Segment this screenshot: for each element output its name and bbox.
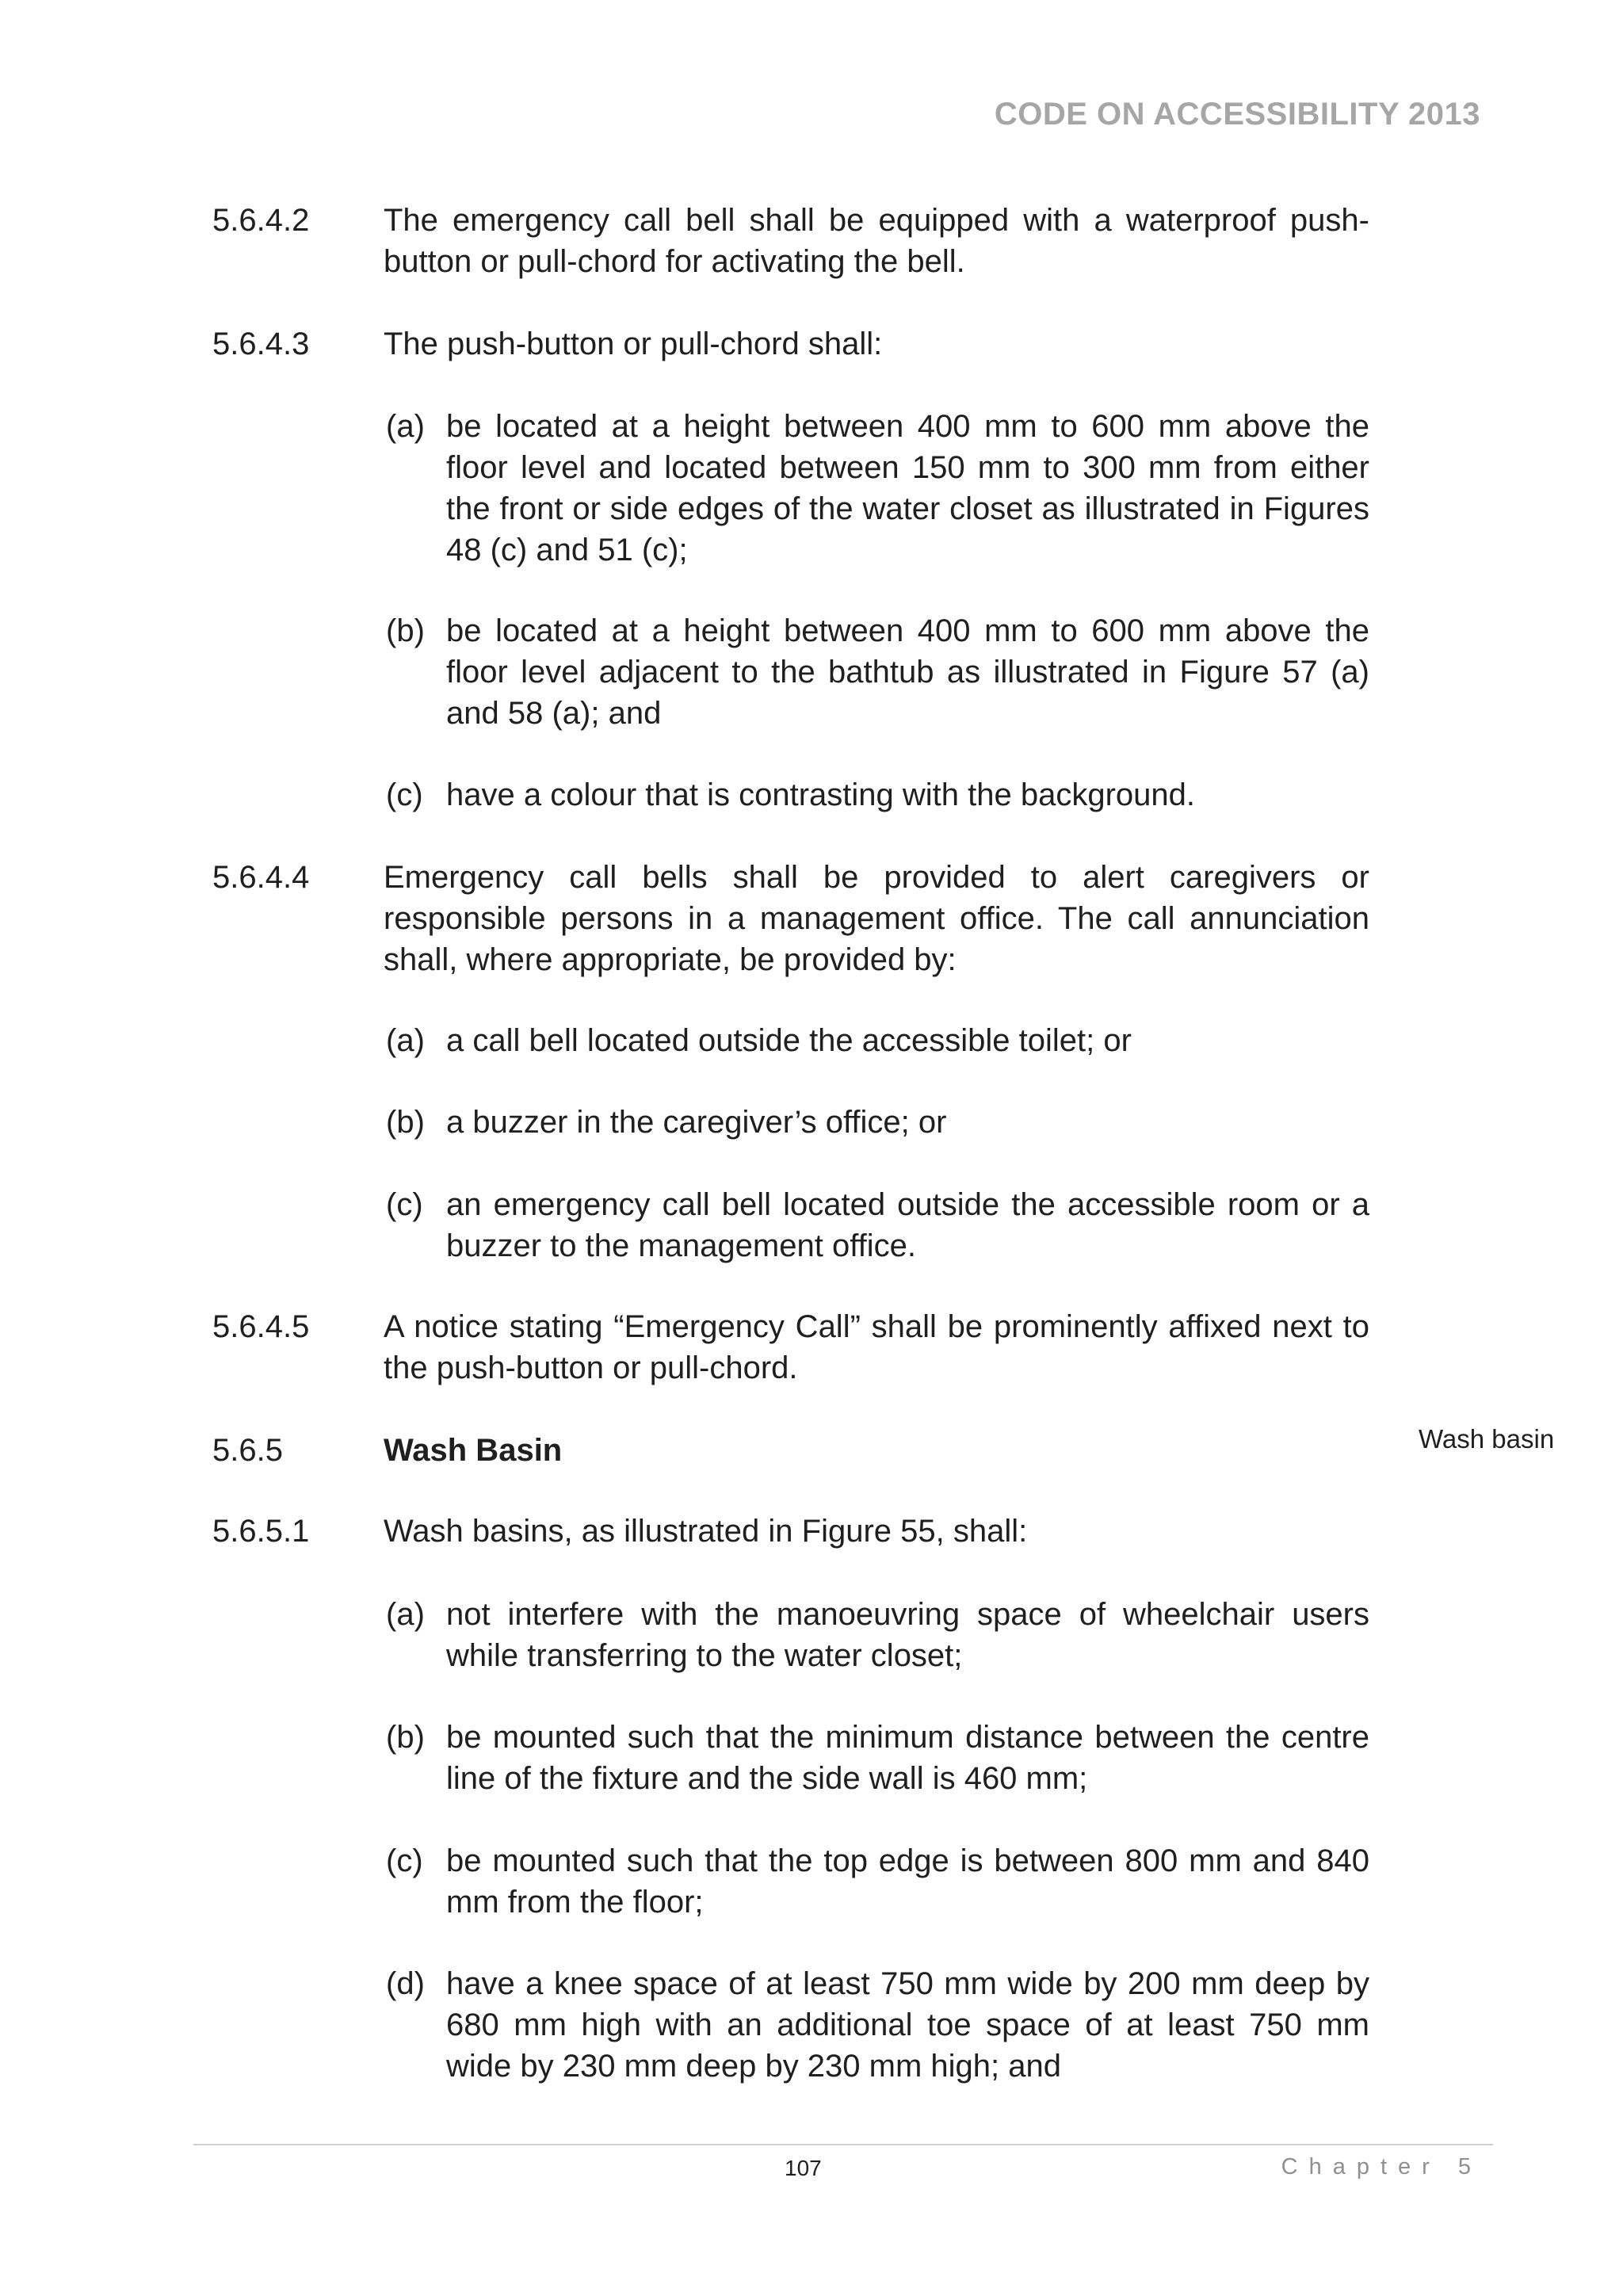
section-title: Wash Basin [384,1433,563,1468]
list-item-text: have a colour that is contrasting with the background. [446,777,1195,812]
list-item-label: (a) [386,1597,425,1632]
clause-text: A notice stating “Emergency Call” shall be prominently affixed next to the push-button or pull-chord. [384,1309,1369,1385]
list-item-text: a buzzer in the caregiver’s office; or [446,1105,947,1140]
list-item-label: (b) [386,1105,425,1140]
list-item-text: not interfere with the manoeuvring space of wheelchair users while transferring to the water closet; [446,1597,1369,1673]
clause-number: 5.6.4.2 [212,203,310,238]
clause-number: 5.6.4.3 [212,327,310,361]
list-item-text: an emergency call bell located outside the accessible room or a buzzer to the management office. [446,1187,1369,1263]
list-item-text: have a knee space of at least 750 mm wide by 200 mm deep by 680 mm high with an additional toe space of at least 750 mm wide by 230 mm deep by 230 mm high; and [446,1966,1369,2084]
list-item-text: a call bell located outside the accessible toilet; or [446,1023,1132,1058]
list-item-label: (a) [386,409,425,444]
clause-number: 5.6.5.1 [212,1514,310,1549]
list-item-text: be mounted such that the top edge is between 800 mm and 840 mm from the floor; [446,1843,1369,1920]
document-header-title: CODE ON ACCESSIBILITY 2013 [994,97,1480,132]
margin-note: Wash basin [1419,1424,1555,1454]
list-item-text: be located at a height between 400 mm to 600 mm above the floor level and located between 150 mm to 300 mm from either the front or side edges of the water closet as illustrated in Figures 48 (c) and 51 (c); [446,409,1369,567]
clause-text: The emergency call bell shall be equipped with a waterproof push-button or pull-chord for activating the bell. [384,203,1369,279]
clause-number: 5.6.4.4 [212,860,310,895]
clause-text: Wash basins, as illustrated in Figure 55, shall: [384,1514,1028,1549]
section-number: 5.6.5 [212,1433,283,1468]
list-item-label: (d) [386,1966,425,2001]
list-item-label: (c) [386,1187,423,1222]
list-item-text: be mounted such that the minimum distance between the centre line of the fixture and the side wall is 460 mm; [446,1720,1369,1796]
clause-text: The push-button or pull-chord shall: [384,327,883,361]
chapter-label: Chapter 5 [1281,2154,1482,2179]
footer-divider [193,2144,1493,2145]
list-item-label: (c) [386,1843,423,1878]
page-number: 107 [785,2156,822,2180]
list-item-label: (b) [386,1720,425,1755]
list-item-label: (b) [386,613,425,648]
list-item-label: (c) [386,777,423,812]
list-item-text: be located at a height between 400 mm to 600 mm above the floor level adjacent to the bathtub as illustrated in Figure 57 (a) and 58 (a); and [446,613,1369,731]
list-item-label: (a) [386,1023,425,1058]
clause-text: Emergency call bells shall be provided to alert caregivers or responsible persons in a management office. The call annunciation shall, where appropriate, be provided by: [384,860,1369,977]
clause-number: 5.6.4.5 [212,1309,310,1344]
